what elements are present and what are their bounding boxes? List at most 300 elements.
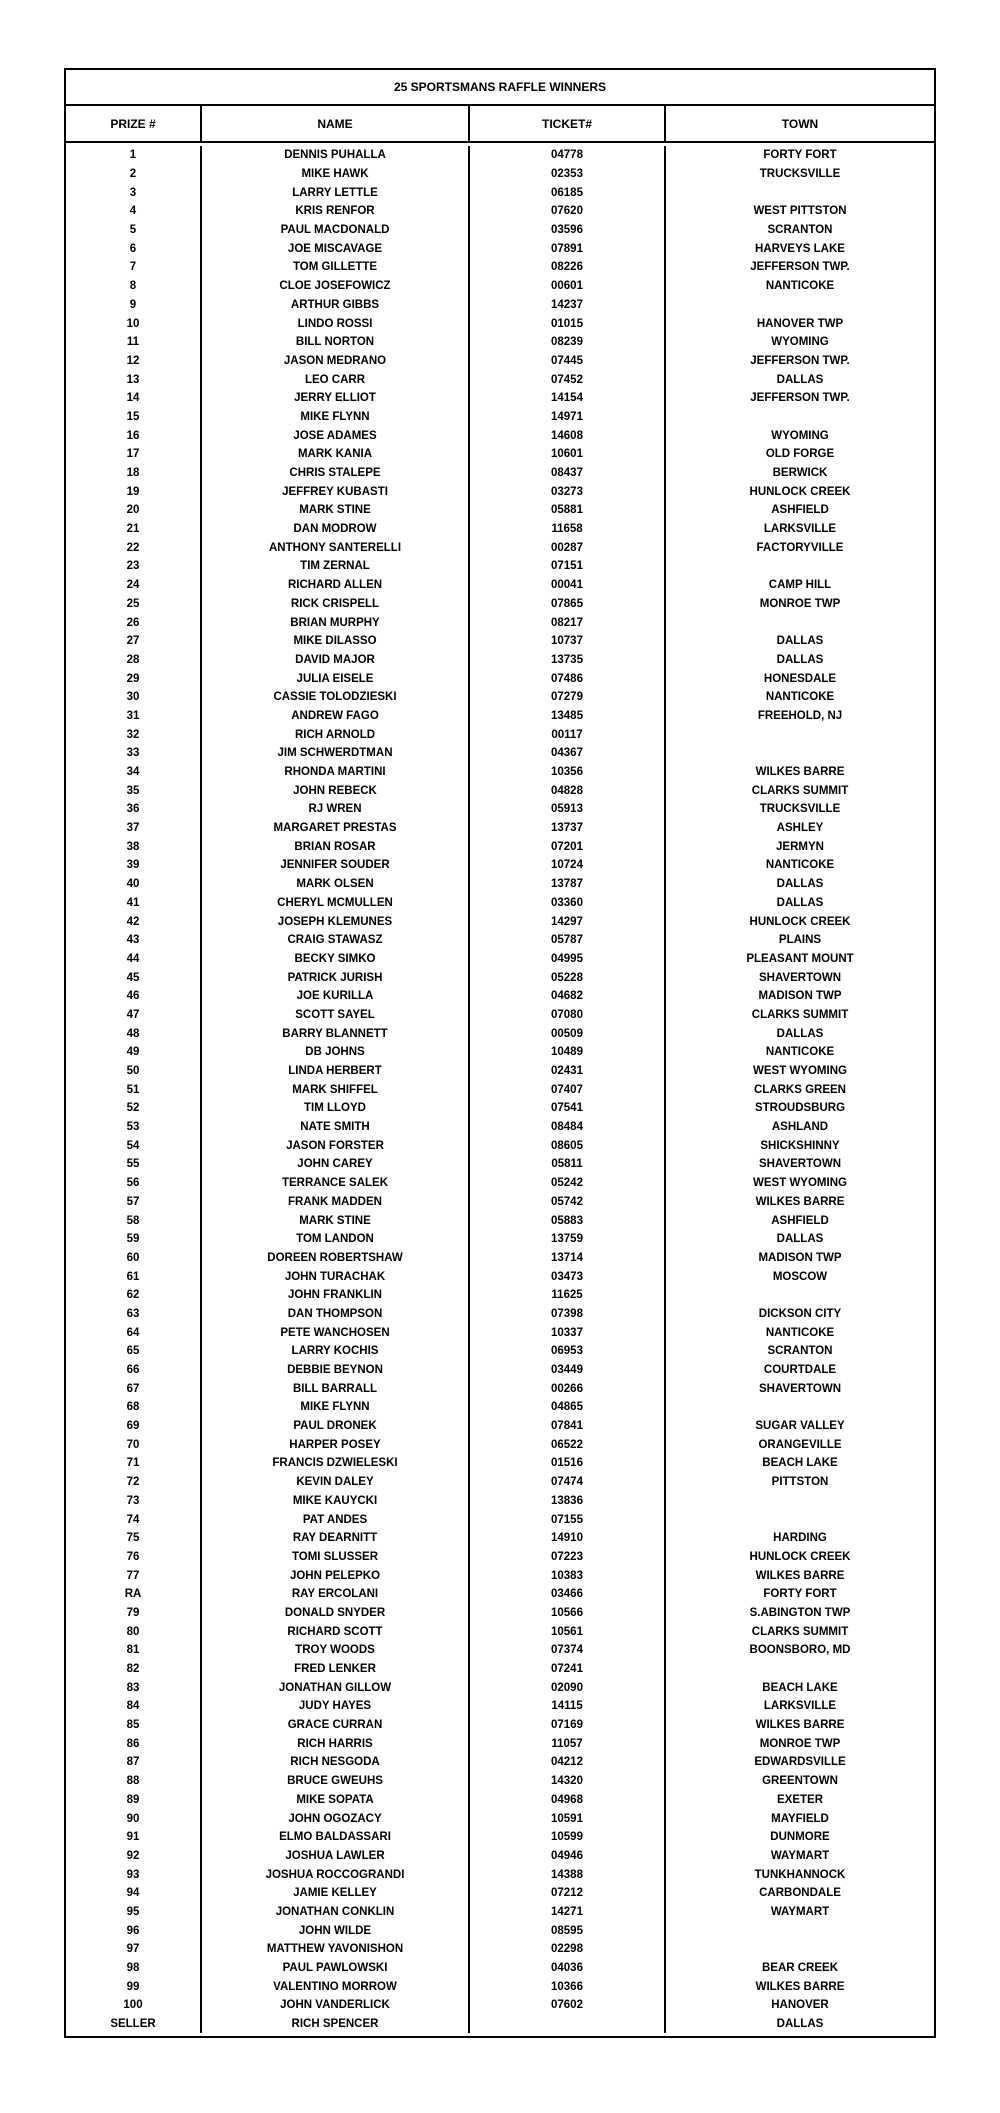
cell-name: JOE MISCAVAGE [202, 239, 470, 258]
cell-name: CASSIE TOLODZIESKI [202, 688, 470, 707]
cell-ticket: 04865 [470, 1398, 666, 1417]
cell-prize: 65 [66, 1342, 202, 1361]
cell-prize: 2 [66, 165, 202, 184]
cell-prize: 24 [66, 576, 202, 595]
cell-town: BOONSBORO, MD [749, 1644, 851, 1657]
cell-ticket: 07241 [470, 1660, 666, 1679]
cell-prize: 17 [66, 445, 202, 464]
cell-prize: 39 [66, 856, 202, 875]
cell-ticket: 14237 [470, 296, 666, 315]
cell-ticket: 13759 [470, 1230, 666, 1249]
table-row [66, 800, 934, 819]
cell-prize: 49 [66, 1043, 202, 1062]
cell-name: RAY DEARNITT [202, 1529, 470, 1548]
cell-name: MIKE KAUYCKI [202, 1492, 470, 1511]
cell-town: MONROE TWP [759, 597, 841, 610]
cell-town: DALLAS [776, 653, 824, 666]
cell-prize: 6 [66, 239, 202, 258]
cell-name: JOHN REBECK [202, 781, 470, 800]
cell-ticket: 00266 [470, 1379, 666, 1398]
cell-town: JEFFERSON TWP. [750, 392, 850, 405]
table-row [66, 1529, 934, 1548]
cell-town: DALLAS [776, 2018, 824, 2031]
cell-ticket: 05811 [470, 1155, 666, 1174]
cell-name: LINDO ROSSI [202, 314, 470, 333]
table-row [66, 781, 934, 800]
cell-town: LARKSVILLE [763, 1700, 837, 1713]
cell-name: MARK STINE [202, 1211, 470, 1230]
cell-prize: 90 [66, 1809, 202, 1828]
cell-town: HARDING [773, 1532, 827, 1545]
cell-town: HUNLOCK CREEK [749, 915, 851, 928]
cell-prize: 96 [66, 1921, 202, 1940]
cell-name: BILL BARRALL [202, 1379, 470, 1398]
cell-town: S.ABINGTON TWP [749, 1606, 851, 1619]
cell-name: NATE SMITH [202, 1118, 470, 1137]
cell-prize: 46 [66, 987, 202, 1006]
cell-name: MATTHEW YAVONISHON [202, 1940, 470, 1959]
table-row [66, 1286, 934, 1305]
table-row [66, 1865, 934, 1884]
cell-prize: 68 [66, 1398, 202, 1417]
cell-name: FRED LENKER [202, 1660, 470, 1679]
cell-name: BRUCE GWEUHS [202, 1772, 470, 1791]
table-row [66, 1772, 934, 1791]
cell-town: PLAINS [778, 934, 822, 947]
table-row [66, 1379, 934, 1398]
cell-name: LARRY KOCHIS [202, 1342, 470, 1361]
cell-ticket: 10337 [470, 1323, 666, 1342]
cell-town: CAMP HILL [768, 579, 832, 592]
table-row [66, 1417, 934, 1436]
cell-town: ASHLEY [776, 822, 824, 835]
cell-prize: 28 [66, 651, 202, 670]
cell-town: SCRANTON [767, 224, 833, 237]
cell-ticket: 14388 [470, 1865, 666, 1884]
cell-ticket: 13787 [470, 875, 666, 894]
cell-prize: 47 [66, 1006, 202, 1025]
cell-prize: 15 [66, 408, 202, 427]
cell-ticket: 10599 [470, 1828, 666, 1847]
table-row [66, 1660, 934, 1679]
cell-prize: 60 [66, 1249, 202, 1268]
cell-name: RICH NESGODA [202, 1753, 470, 1772]
cell-name: JOHN TURACHAK [202, 1267, 470, 1286]
cell-prize: 12 [66, 352, 202, 371]
cell-prize: 36 [66, 800, 202, 819]
cell-name: BILL NORTON [202, 333, 470, 352]
cell-name: JASON MEDRANO [202, 352, 470, 371]
cell-ticket: 08595 [470, 1921, 666, 1940]
cell-prize: 11 [66, 333, 202, 352]
cell-prize: 79 [66, 1604, 202, 1623]
cell-name: JENNIFER SOUDER [202, 856, 470, 875]
cell-ticket: 02353 [470, 165, 666, 184]
table-row [66, 1323, 934, 1342]
cell-town: ASHLAND [771, 1121, 829, 1134]
cell-town: SHAVERTOWN [759, 1158, 841, 1171]
cell-name: DB JOHNS [202, 1043, 470, 1062]
cell-town: ORANGEVILLE [758, 1438, 842, 1451]
cell-town: WEST WYOMING [753, 1177, 847, 1190]
cell-name: TERRANCE SALEK [202, 1174, 470, 1193]
cell-name: DAN THOMPSON [202, 1305, 470, 1324]
cell-name: DOREEN ROBERTSHAW [202, 1249, 470, 1268]
cell-name: JOHN OGOZACY [202, 1809, 470, 1828]
cell-name: JOHN VANDERLICK [202, 1996, 470, 2015]
table-row [66, 875, 934, 894]
cell-name: VALENTINO MORROW [202, 1977, 470, 1996]
cell-ticket: 03360 [470, 894, 666, 913]
cell-town: WYOMING [771, 429, 829, 442]
table-row [66, 1230, 934, 1249]
cell-town: FORTY FORT [763, 149, 837, 162]
cell-ticket: 03273 [470, 482, 666, 501]
cell-name: PAT ANDES [202, 1510, 470, 1529]
cell-ticket: 00041 [470, 576, 666, 595]
cell-prize: 98 [66, 1959, 202, 1978]
cell-ticket: 04778 [470, 146, 666, 165]
table-title: 25 SPORTSMANS RAFFLE WINNERS [64, 68, 936, 106]
cell-prize: 44 [66, 950, 202, 969]
cell-ticket: 07151 [470, 557, 666, 576]
cell-name: LARRY LETTLE [202, 183, 470, 202]
cell-name: BARRY BLANNETT [202, 1024, 470, 1043]
cell-ticket: 03473 [470, 1267, 666, 1286]
cell-town: TRUCKSVILLE [759, 168, 841, 181]
cell-prize: 37 [66, 819, 202, 838]
cell-ticket: 06522 [470, 1435, 666, 1454]
cell-town: PLEASANT MOUNT [746, 952, 854, 965]
table-row [66, 669, 934, 688]
cell-town: FORTY FORT [763, 1588, 837, 1601]
cell-prize: 64 [66, 1323, 202, 1342]
cell-prize: 75 [66, 1529, 202, 1548]
cell-prize: 99 [66, 1977, 202, 1996]
cell-name: DAVID MAJOR [202, 651, 470, 670]
cell-prize: 97 [66, 1940, 202, 1959]
cell-prize: 40 [66, 875, 202, 894]
cell-name: ANDREW FAGO [202, 707, 470, 726]
cell-town: SHAVERTOWN [759, 1382, 841, 1395]
cell-prize: 4 [66, 202, 202, 221]
cell-town: DALLAS [776, 1233, 824, 1246]
cell-name: TROY WOODS [202, 1641, 470, 1660]
cell-name: HARPER POSEY [202, 1435, 470, 1454]
cell-town: EDWARDSVILLE [754, 1756, 846, 1769]
cell-town [666, 183, 934, 202]
cell-name: JOSHUA ROCCOGRANDI [202, 1865, 470, 1884]
cell-prize: 7 [66, 258, 202, 277]
cell-prize: 54 [66, 1136, 202, 1155]
cell-ticket: 01015 [470, 314, 666, 333]
cell-name: JOSEPH KLEMUNES [202, 912, 470, 931]
cell-name: DEBBIE BEYNON [202, 1361, 470, 1380]
table-row [66, 1473, 934, 1492]
cell-prize: 18 [66, 464, 202, 483]
cell-name: PETE WANCHOSEN [202, 1323, 470, 1342]
cell-ticket: 06953 [470, 1342, 666, 1361]
cell-ticket: 04212 [470, 1753, 666, 1772]
cell-town: FREEHOLD, NJ [757, 709, 843, 722]
cell-prize: 23 [66, 557, 202, 576]
cell-prize: RA [66, 1585, 202, 1604]
cell-town: DALLAS [776, 373, 824, 386]
table-row [66, 819, 934, 838]
cell-name: GRACE CURRAN [202, 1716, 470, 1735]
cell-ticket: 07841 [470, 1417, 666, 1436]
cell-ticket: 08239 [470, 333, 666, 352]
cell-name: LEO CARR [202, 370, 470, 389]
cell-town: ASHFIELD [771, 504, 829, 517]
table-row [66, 894, 934, 913]
table-row [66, 1193, 934, 1212]
cell-prize: 85 [66, 1716, 202, 1735]
cell-town: HONESDALE [763, 672, 837, 685]
cell-ticket: 07474 [470, 1473, 666, 1492]
cell-name: MARK KANIA [202, 445, 470, 464]
table-body [64, 143, 936, 2038]
table-row [66, 1940, 934, 1959]
cell-prize: 53 [66, 1118, 202, 1137]
table-row [66, 146, 934, 165]
table-row [66, 1267, 934, 1286]
cell-ticket: 10724 [470, 856, 666, 875]
table-row [66, 482, 934, 501]
cell-town: CLARKS SUMMIT [751, 784, 849, 797]
cell-name: JOHN WILDE [202, 1921, 470, 1940]
cell-prize: 94 [66, 1884, 202, 1903]
table-row [66, 1697, 934, 1716]
table-row [66, 1174, 934, 1193]
cell-prize: 45 [66, 968, 202, 987]
cell-town: WEST PITTSTON [753, 205, 847, 218]
cell-ticket: 05913 [470, 800, 666, 819]
cell-town [666, 1510, 934, 1529]
cell-ticket: 07486 [470, 669, 666, 688]
cell-name: CHRIS STALEPE [202, 464, 470, 483]
header-name: NAME [202, 106, 470, 141]
cell-prize: 95 [66, 1903, 202, 1922]
cell-name: CHERYL MCMULLEN [202, 894, 470, 913]
cell-prize: 72 [66, 1473, 202, 1492]
cell-name: TIM LLOYD [202, 1099, 470, 1118]
cell-town: SHAVERTOWN [759, 971, 841, 984]
cell-ticket: 08605 [470, 1136, 666, 1155]
cell-town: NANTICOKE [765, 280, 835, 293]
cell-name: JOE KURILLA [202, 987, 470, 1006]
cell-ticket: 08217 [470, 613, 666, 632]
cell-name: ELMO BALDASSARI [202, 1828, 470, 1847]
cell-prize: 34 [66, 763, 202, 782]
cell-town: NANTICOKE [765, 691, 835, 704]
cell-ticket: 04995 [470, 950, 666, 969]
cell-ticket: 02298 [470, 1940, 666, 1959]
cell-town: MONROE TWP [759, 1737, 841, 1750]
cell-prize: 48 [66, 1024, 202, 1043]
cell-town: EXETER [776, 1793, 823, 1806]
cell-prize: 100 [66, 1996, 202, 2015]
table-row [66, 221, 934, 240]
table-row [66, 538, 934, 557]
cell-town: STROUDSBURG [754, 1102, 846, 1115]
table-row [66, 183, 934, 202]
table-row [66, 1435, 934, 1454]
cell-ticket: 07541 [470, 1099, 666, 1118]
cell-prize: 32 [66, 725, 202, 744]
cell-name: MIKE DILASSO [202, 632, 470, 651]
table-row [66, 165, 934, 184]
cell-prize: 25 [66, 595, 202, 614]
table-row [66, 837, 934, 856]
cell-name: JUDY HAYES [202, 1697, 470, 1716]
table-row [66, 1305, 934, 1324]
cell-ticket: 00287 [470, 538, 666, 557]
table-row [66, 987, 934, 1006]
table-row [66, 1903, 934, 1922]
cell-town: DUNMORE [770, 1831, 830, 1844]
cell-name: JOSHUA LAWLER [202, 1847, 470, 1866]
cell-prize: 77 [66, 1566, 202, 1585]
cell-name: MARGARET PRESTAS [202, 819, 470, 838]
table-row [66, 1155, 934, 1174]
header-prize: PRIZE # [66, 106, 202, 141]
cell-ticket: 10591 [470, 1809, 666, 1828]
cell-name: JOHN CAREY [202, 1155, 470, 1174]
cell-name: TOMI SLUSSER [202, 1548, 470, 1567]
cell-name: JOHN FRANKLIN [202, 1286, 470, 1305]
table-row [66, 202, 934, 221]
cell-name: MIKE FLYNN [202, 408, 470, 427]
table-row [66, 258, 934, 277]
cell-ticket: 02090 [470, 1678, 666, 1697]
cell-ticket: 11057 [470, 1734, 666, 1753]
cell-prize: 86 [66, 1734, 202, 1753]
cell-ticket: 07445 [470, 352, 666, 371]
cell-ticket: 07374 [470, 1641, 666, 1660]
cell-name: BECKY SIMKO [202, 950, 470, 969]
cell-town: WEST WYOMING [753, 1065, 847, 1078]
cell-ticket: 05228 [470, 968, 666, 987]
cell-name: JIM SCHWERDTMAN [202, 744, 470, 763]
cell-prize: 51 [66, 1080, 202, 1099]
cell-name: MIKE SOPATA [202, 1791, 470, 1810]
cell-ticket: 13836 [470, 1492, 666, 1511]
cell-town: TRUCKSVILLE [759, 803, 841, 816]
cell-name: JOHN PELEPKO [202, 1566, 470, 1585]
cell-town: NANTICOKE [765, 859, 835, 872]
cell-prize: 71 [66, 1454, 202, 1473]
cell-ticket: 14608 [470, 426, 666, 445]
cell-ticket: 00601 [470, 277, 666, 296]
cell-town: JEFFERSON TWP. [750, 261, 850, 274]
cell-town: DALLAS [776, 635, 824, 648]
cell-town [666, 296, 934, 315]
cell-town: HANOVER TWP [756, 317, 844, 330]
cell-ticket: 14115 [470, 1697, 666, 1716]
cell-town: CLARKS SUMMIT [751, 1008, 849, 1021]
cell-town: JEFFERSON TWP. [750, 354, 850, 367]
cell-prize: 3 [66, 183, 202, 202]
cell-ticket: 07620 [470, 202, 666, 221]
table-row [66, 950, 934, 969]
cell-name: RICH SPENCER [202, 2015, 470, 2034]
cell-town: HARVEYS LAKE [755, 242, 845, 255]
cell-prize: 88 [66, 1772, 202, 1791]
table-row [66, 352, 934, 371]
cell-prize: 22 [66, 538, 202, 557]
cell-ticket: 08226 [470, 258, 666, 277]
cell-ticket: 14154 [470, 389, 666, 408]
cell-name: TIM ZERNAL [202, 557, 470, 576]
cell-town [666, 1660, 934, 1679]
table-row [66, 1006, 934, 1025]
cell-ticket: 14910 [470, 1529, 666, 1548]
cell-town [666, 1492, 934, 1511]
cell-prize: 19 [66, 482, 202, 501]
cell-ticket: 13485 [470, 707, 666, 726]
cell-prize: 56 [66, 1174, 202, 1193]
cell-ticket: 07080 [470, 1006, 666, 1025]
cell-town: WAYMART [770, 1849, 830, 1862]
cell-ticket [470, 2015, 666, 2034]
table-row [66, 632, 934, 651]
cell-prize: 76 [66, 1548, 202, 1567]
cell-prize: 91 [66, 1828, 202, 1847]
cell-name: ANTHONY SANTERELLI [202, 538, 470, 557]
header-ticket: TICKET# [470, 106, 666, 141]
cell-name: PAUL DRONEK [202, 1417, 470, 1436]
cell-name: FRANK MADDEN [202, 1193, 470, 1212]
table-row [66, 426, 934, 445]
cell-town: MADISON TWP [758, 1251, 842, 1264]
cell-town [666, 1398, 934, 1417]
cell-town: BEACH LAKE [762, 1681, 838, 1694]
cell-prize: 92 [66, 1847, 202, 1866]
cell-ticket: 07169 [470, 1716, 666, 1735]
cell-prize: 57 [66, 1193, 202, 1212]
table-row [66, 1809, 934, 1828]
cell-prize: 74 [66, 1510, 202, 1529]
table-row [66, 1884, 934, 1903]
cell-town: NANTICOKE [765, 1046, 835, 1059]
table-row [66, 1099, 934, 1118]
cell-name: SCOTT SAYEL [202, 1006, 470, 1025]
cell-ticket: 04946 [470, 1847, 666, 1866]
cell-ticket: 04682 [470, 987, 666, 1006]
cell-name: JEFFREY KUBASTI [202, 482, 470, 501]
cell-town: CLARKS GREEN [753, 1083, 846, 1096]
cell-name: TOM GILLETTE [202, 258, 470, 277]
cell-town: OLD FORGE [765, 448, 835, 461]
cell-name: CLOE JOSEFOWICZ [202, 277, 470, 296]
cell-name: RICHARD SCOTT [202, 1622, 470, 1641]
cell-ticket: 10566 [470, 1604, 666, 1623]
cell-town: COURTDALE [763, 1364, 837, 1377]
cell-prize: 30 [66, 688, 202, 707]
cell-ticket: 11658 [470, 520, 666, 539]
table-row [66, 370, 934, 389]
cell-name: MARK OLSEN [202, 875, 470, 894]
cell-name: DAN MODROW [202, 520, 470, 539]
cell-prize: 50 [66, 1062, 202, 1081]
cell-prize: 35 [66, 781, 202, 800]
cell-town: BEACH LAKE [762, 1457, 838, 1470]
cell-name: RICH ARNOLD [202, 725, 470, 744]
cell-name: DONALD SNYDER [202, 1604, 470, 1623]
cell-prize: 38 [66, 837, 202, 856]
table-row [66, 296, 934, 315]
